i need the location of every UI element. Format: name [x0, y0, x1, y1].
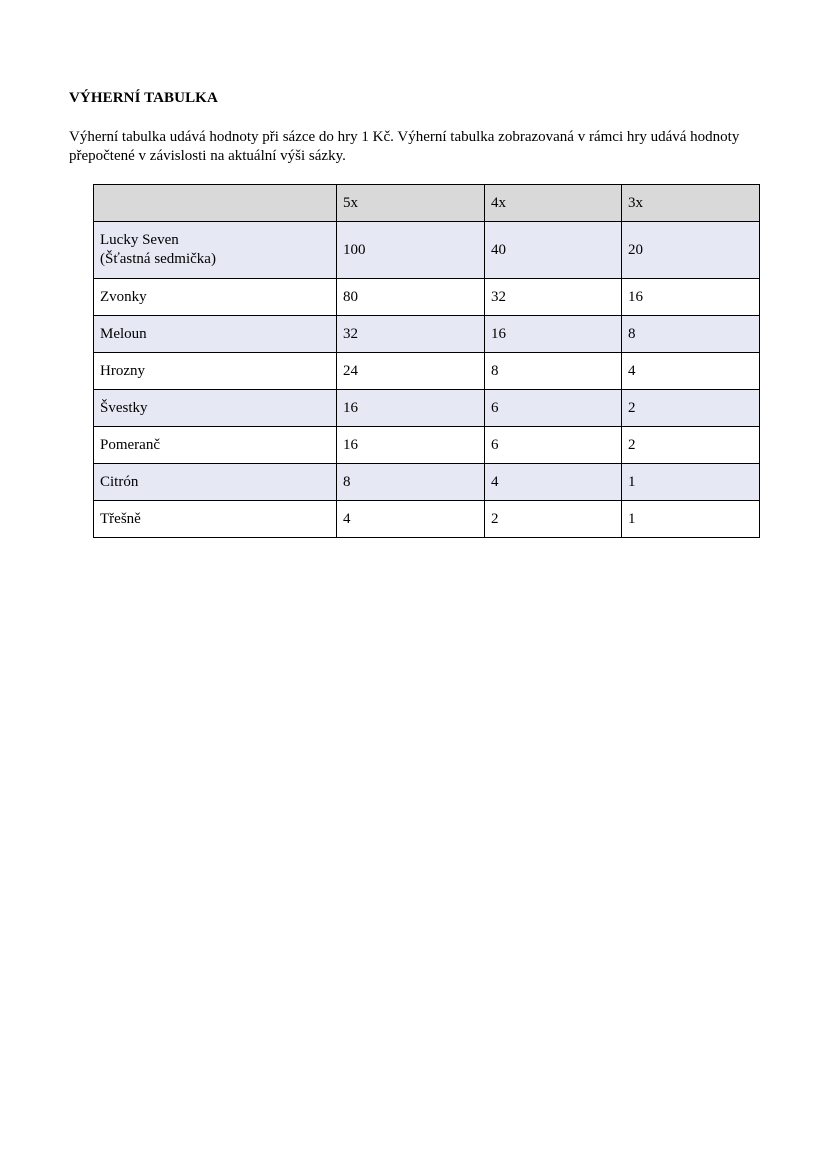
column-header-5x: 5x	[337, 185, 485, 222]
payout-table	[93, 184, 760, 538]
column-header-4x: 4x	[485, 185, 622, 222]
table-row	[94, 464, 760, 501]
payout-5x-cell: 100	[337, 222, 485, 279]
payout-5x-cell: 8	[337, 464, 485, 501]
payout-4x-cell: 16	[485, 316, 622, 353]
symbol-name: Lucky Seven	[100, 232, 179, 248]
table-row	[94, 279, 760, 316]
column-header-3x: 3x	[622, 185, 760, 222]
payout-3x-cell: 1	[622, 464, 760, 501]
payout-5x-cell: 4	[337, 501, 485, 538]
payout-3x-cell: 4	[622, 353, 760, 390]
payout-5x-cell: 32	[337, 316, 485, 353]
symbol-name-translation: (Šťastná sedmička)	[100, 251, 216, 267]
table-row	[94, 390, 760, 427]
payout-5x-cell: 16	[337, 390, 485, 427]
payout-5x-cell: 16	[337, 427, 485, 464]
symbol-cell: Třešně	[94, 501, 337, 538]
column-header-symbol	[94, 185, 337, 222]
payout-4x-cell: 40	[485, 222, 622, 279]
table-header-row	[94, 185, 760, 222]
symbol-cell: Pomeranč	[94, 427, 337, 464]
payout-4x-cell: 4	[485, 464, 622, 501]
payout-3x-cell: 20	[622, 222, 760, 279]
payout-3x-cell: 2	[622, 427, 760, 464]
payout-4x-cell: 2	[485, 501, 622, 538]
payout-4x-cell: 8	[485, 353, 622, 390]
symbol-cell: Meloun	[94, 316, 337, 353]
payout-3x-cell: 1	[622, 501, 760, 538]
payout-5x-cell: 24	[337, 353, 485, 390]
symbol-cell: Hrozny	[94, 353, 337, 390]
payout-3x-cell: 2	[622, 390, 760, 427]
page-title: VÝHERNÍ TABULKA	[69, 90, 218, 106]
payout-4x-cell: 6	[485, 427, 622, 464]
symbol-cell: Zvonky	[94, 279, 337, 316]
symbol-cell: Citrón	[94, 464, 337, 501]
payout-5x-cell: 80	[337, 279, 485, 316]
payout-3x-cell: 8	[622, 316, 760, 353]
payout-4x-cell: 32	[485, 279, 622, 316]
payout-3x-cell: 16	[622, 279, 760, 316]
table-row	[94, 353, 760, 390]
table-row	[94, 222, 760, 279]
symbol-cell: Švestky	[94, 390, 337, 427]
table-row	[94, 501, 760, 538]
intro-paragraph: Výherní tabulka udává hodnoty při sázce do hry 1 Kč. Výherní tabulka zobrazovaná v rámci hry udává hodnoty přepočtené v závislosti na aktuální výši sázky.	[69, 129, 740, 164]
symbol-cell	[94, 222, 337, 279]
payout-4x-cell: 6	[485, 390, 622, 427]
table-row	[94, 427, 760, 464]
table-row	[94, 316, 760, 353]
